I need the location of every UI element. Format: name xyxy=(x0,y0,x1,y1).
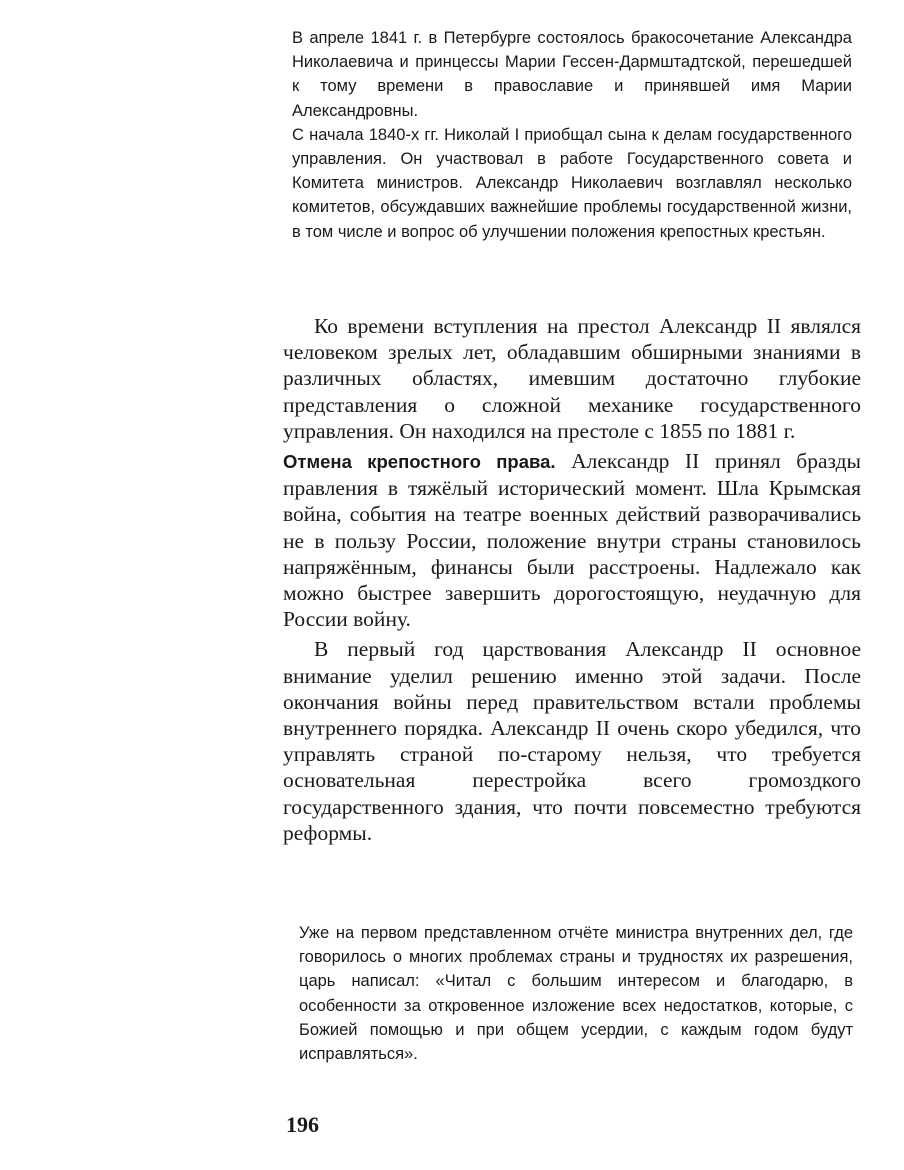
sidebar-paragraph: Уже на первом представленном отчёте министра внутренних дел, где говорилось о многих проблемах страны и трудностях их разрешения, царь написал: «Читал с большим интересом и благодарю, в особенности за откровенное изложение всех недостатков, которые, с Божией помощью и при общем усердии, с каждым годом будут исправляться». xyxy=(299,924,853,1064)
body-paragraph: В первый год царствования Александр II основное внимание уделил решению именно этой задачи. После окончания войны перед правительством встали проблемы внутреннего порядка. Александр II очень скоро убедился, что управлять страной по-старому нельзя, что требуется основательная перестройка всего громоздкого государственного здания, что почти повсеместно требуются реформы. xyxy=(283,637,861,845)
page-number: 196 xyxy=(286,1112,319,1137)
sidebar-paragraph: С начала 1840-х гг. Николай I приобщал сына к делам государственного управления. Он участвовал в работе Государственного совета и Комитета министров. Александр Николаевич возглавлял несколько комитетов, обсуждавших важнейшие проблемы государственной жизни, в том числе и вопрос об улучшении положения крепостных крестьян. xyxy=(292,125,852,241)
sidebar-note-top xyxy=(292,26,852,244)
body-text: Александр II принял бразды правления в тяжёлый исторический момент. Шла Крымская война, события на театре военных действий разворачивались не в пользу России, положение внутри страны становилось напряжённым, финансы были расстроены. Надлежало как можно быстрее завершить дорогостоящую, неудачную для России войну. xyxy=(283,449,861,632)
sidebar-note-bottom xyxy=(299,921,853,1066)
main-text xyxy=(283,313,861,846)
section-heading: Отмена крепостного права. xyxy=(283,451,556,473)
body-paragraph-with-heading xyxy=(283,448,861,632)
sidebar-paragraph: В апреле 1841 г. в Петербурге состоялось бракосочетание Александра Николаевича и принцессы Марии Гессен-Дармштадтской, перешедшей к тому времени в православие и принявшей имя Марии Александровны. xyxy=(292,29,852,120)
body-paragraph: Ко времени вступления на престол Александр II являлся человеком зрелых лет, обладавшим обширными знаниями в различных областях, имевшим достаточно глубокие представления о сложной механике государственного управления. Он находился на престоле с 1855 по 1881 г. xyxy=(283,314,861,443)
